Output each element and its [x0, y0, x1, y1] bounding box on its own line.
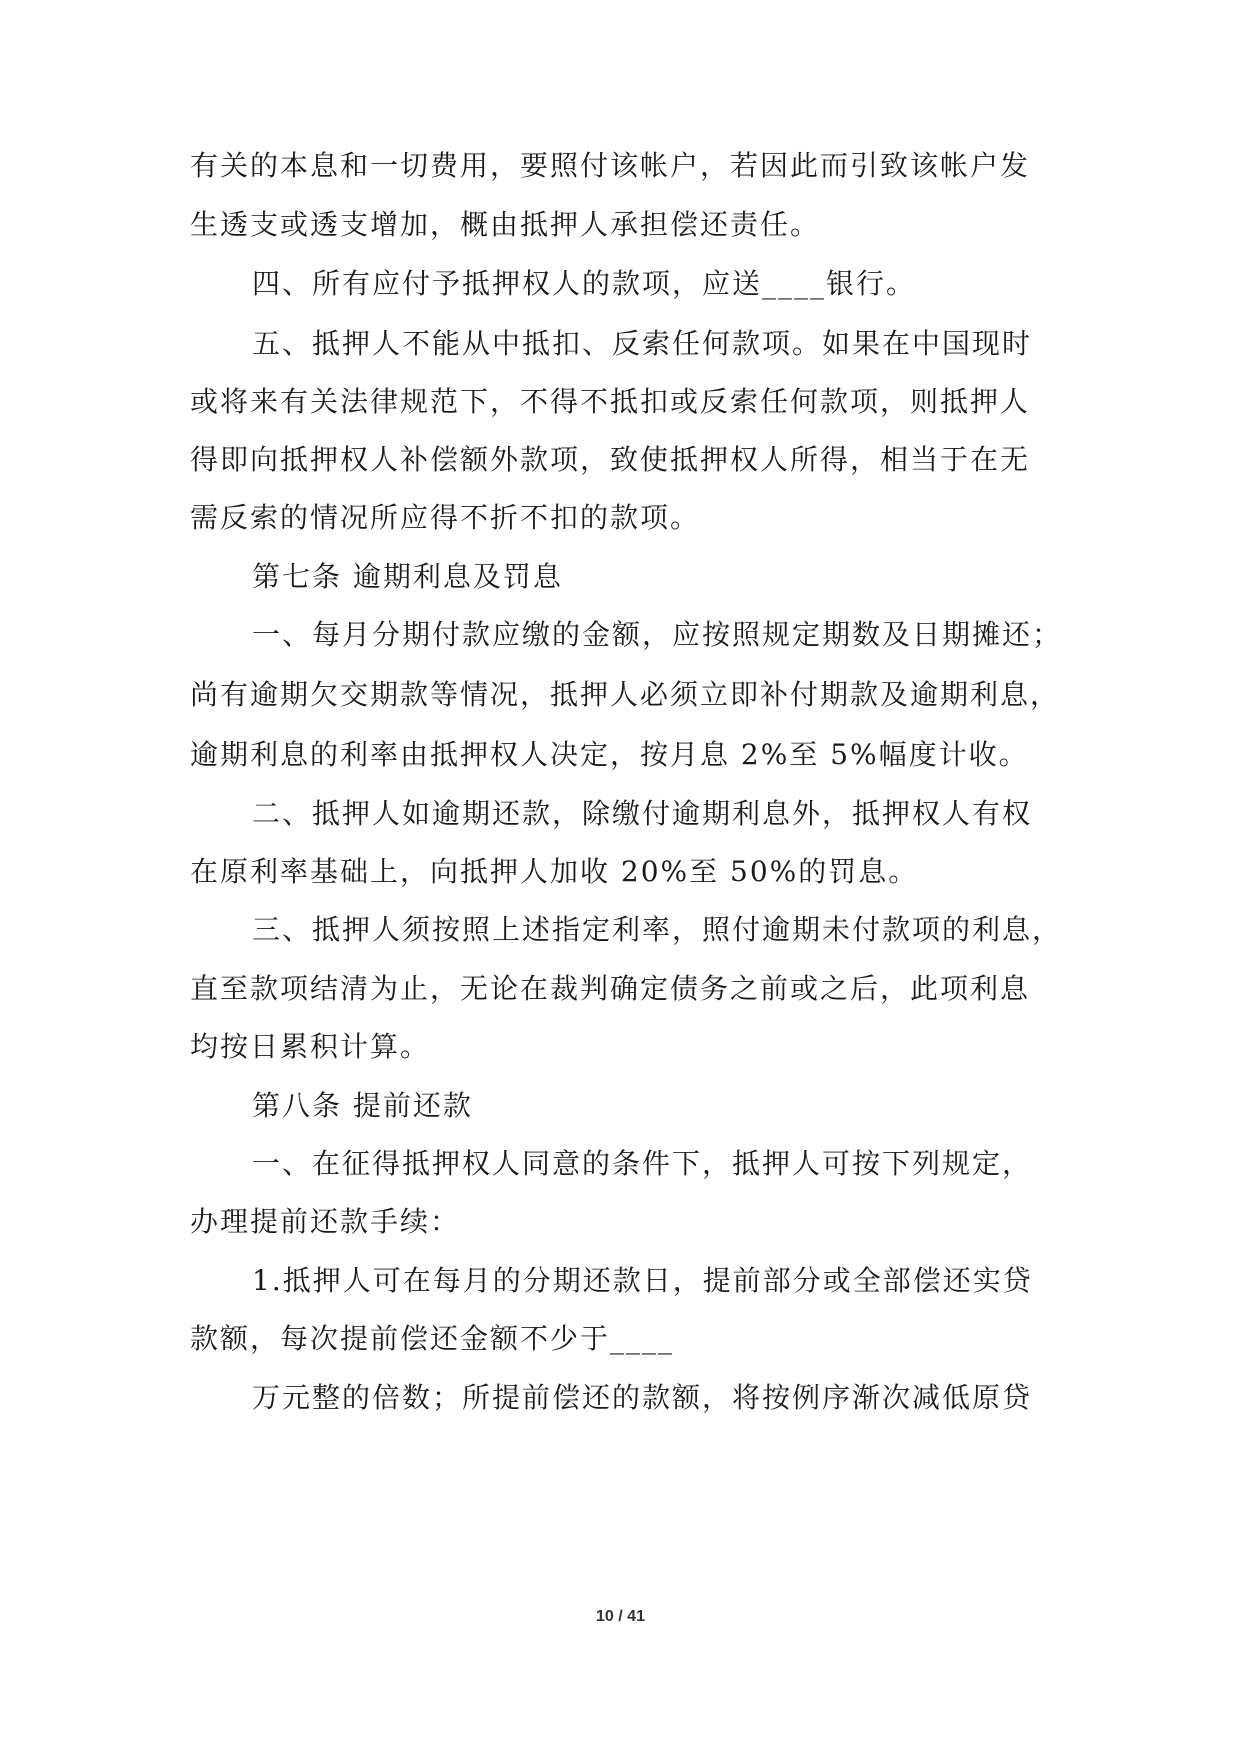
- text-line: 款额，每次提前偿还金额不少于____: [190, 1322, 675, 1355]
- text-line: 在原利率基础上，向抵押人加收 20%至 50%的罚息。: [190, 855, 919, 888]
- text-line: 1.抵押人可在每月的分期还款日，提前部分或全部偿还实贷: [252, 1264, 1033, 1297]
- text-line: 万元整的倍数；所提前偿还的款额，将按例序渐次减低原贷: [252, 1381, 1033, 1414]
- text-line: 五、抵押人不能从中抵扣、反索任何款项。如果在中国现时: [252, 327, 1033, 360]
- text-line: 办理提前还款手续：: [190, 1205, 461, 1238]
- text-line: 二、抵押人如逾期还款，除缴付逾期利息外，抵押权人有权: [252, 797, 1033, 830]
- text-line: 得即向抵押权人补偿额外款项，致使抵押权人所得，相当于在无: [190, 443, 1031, 476]
- text-line: 一、在征得抵押权人同意的条件下，抵押人可按下列规定，: [252, 1147, 1033, 1180]
- text-line: 一、每月分期付款应缴的金额，应按照规定期数及日期摊还；: [252, 618, 1063, 651]
- section-heading: 第八条 提前还款: [252, 1089, 473, 1122]
- page-number: 10 / 41: [596, 1608, 645, 1625]
- text-line: 三、抵押人须按照上述指定利率，照付逾期未付款项的利息，: [252, 913, 1063, 946]
- text-line: 生透支或透支增加，概由抵押人承担偿还责任。: [190, 208, 821, 241]
- text-line: 尚有逾期欠交期款等情况，抵押人必须立即补付期款及逾期利息，: [190, 678, 1061, 711]
- text-line: 逾期利息的利率由抵押权人决定，按月息 2%至 5%幅度计收。: [190, 738, 1029, 771]
- text-line: 四、所有应付予抵押权人的款项，应送____银行。: [252, 267, 917, 300]
- section-heading: 第七条 逾期利息及罚息: [252, 560, 563, 593]
- text-line: 均按日累积计算。: [190, 1030, 431, 1063]
- text-line: 有关的本息和一切费用，要照付该帐户，若因此而引致该帐户发: [190, 149, 1031, 182]
- text-line: 需反索的情况所应得不折不扣的款项。: [190, 501, 701, 534]
- text-line: 直至款项结清为止，无论在裁判确定债务之前或之后，此项利息: [190, 972, 1031, 1005]
- text-line: 或将来有关法律规范下，不得不抵扣或反索任何款项，则抵押人: [190, 385, 1031, 418]
